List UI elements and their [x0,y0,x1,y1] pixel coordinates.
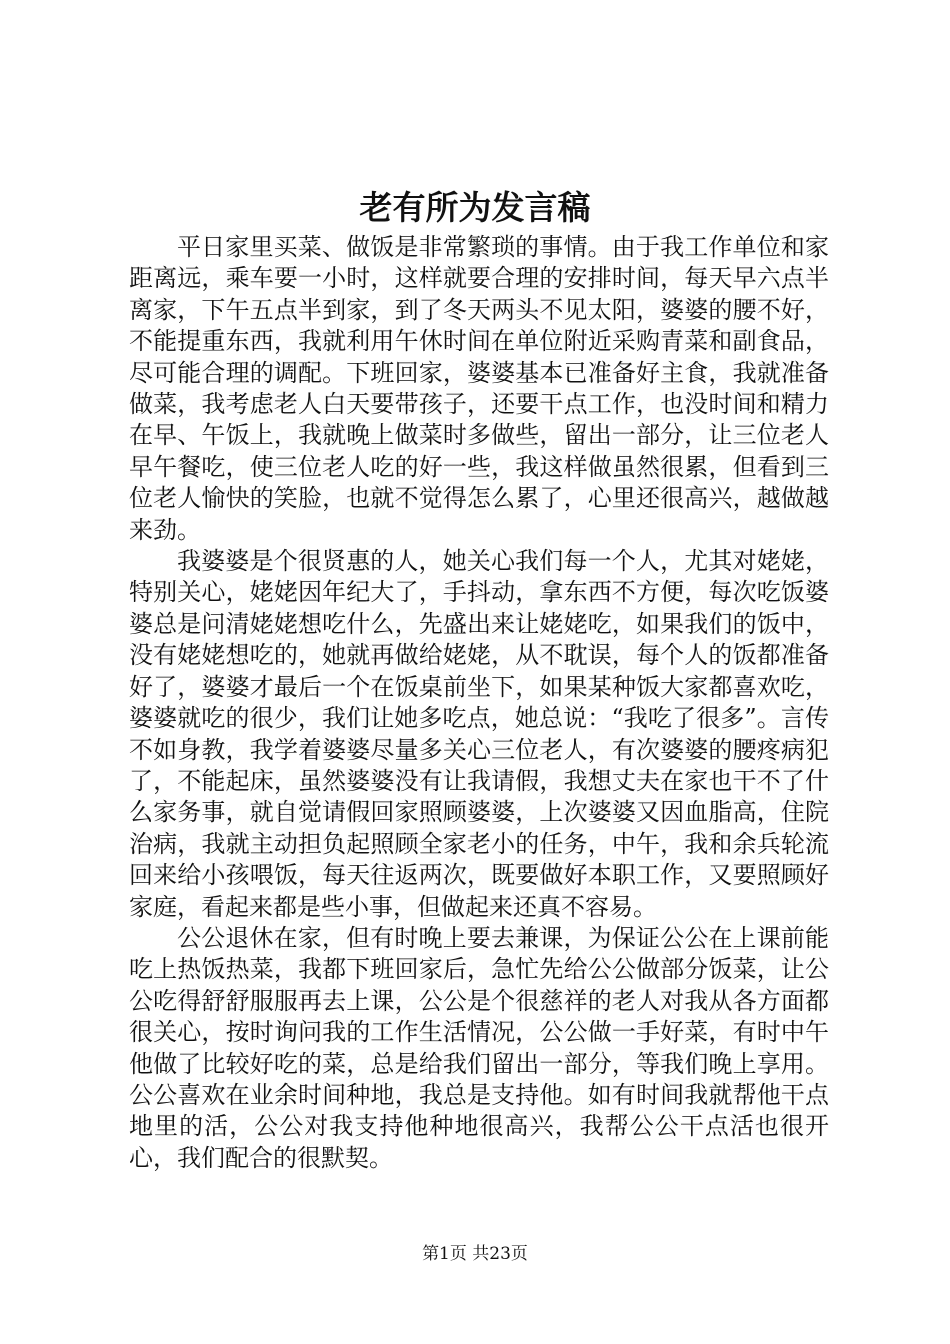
paragraph-1: 平日家里买菜、做饭是非常繁琐的事情。由于我工作单位和家距离远，乘车要一小时，这样就要合理的安排时间，每天早六点半离家，下午五点半到家，到了冬天两头不见太阳，婆婆的腰不好，不能提重东西，我就利用午休时间在单位附近采购青菜和副食品，尽可能合理的调配。下班回家，婆婆基本已准备好主食，我就准备做菜，我考虑老人白天要带孩子，还要干点工作，也没时间和精力在早、午饭上，我就晚上做菜时多做些，留出一部分，让三位老人早午餐吃，使三位老人吃的好一些，我这样做虽然很累，但看到三位老人愉快的笑脸，也就不觉得怎么累了，心里还很高兴，越做越来劲。 [129,233,829,544]
paragraph-3: 公公退休在家，但有时晚上要去兼课，为保证公公在上课前能吃上热饭热菜，我都下班回家后，急忙先给公公做部分饭菜，让公公吃得舒舒服服再去上课，公公是个很慈祥的老人对我从各方面都很关心，按时询问我的工作生活情况，公公做一手好菜，有时中午他做了比较好吃的菜，总是给我们留出一部分，等我们晚上享用。公公喜欢在业余时间种地，我总是支持他。如有时间我就帮他干点地里的活，公公对我支持他种地很高兴，我帮公公干点活也很开心，我们配合的很默契。 [129,923,829,1172]
page-number-footer: 第1页 共23页 [422,1244,528,1264]
document-title: 老有所为发言稿 [359,188,591,227]
document-body [129,232,829,1174]
paragraph-2: 我婆婆是个很贤惠的人，她关心我们每一个人，尤其对姥姥，特别关心，姥姥因年纪大了，手抖动，拿东西不方便，每次吃饭婆婆总是问清姥姥想吃什么，先盛出来让姥姥吃，如果我们的饭中，没有姥姥想吃的，她就再做给姥姥，从不耽误，每个人的饭都准备好了，婆婆才最后一个在饭桌前坐下，如果某种饭大家都喜欢吃，婆婆就吃的很少，我们让她多吃点，她总说：“我吃了很多”。言传不如身教，我学着婆婆尽量多关心三位老人，有次婆婆的腰疼病犯了，不能起床，虽然婆婆没有让我请假，我想丈夫在家也干不了什么家务事，就自觉请假回家照顾婆婆，上次婆婆又因血脂高，住院治病，我就主动担负起照顾全家老小的任务，中午，我和余兵轮流回来给小孩喂饭，每天往返两次，既要做好本职工作，又要照顾好家庭，看起来都是些小事，但做起来还真不容易。 [129,547,829,921]
